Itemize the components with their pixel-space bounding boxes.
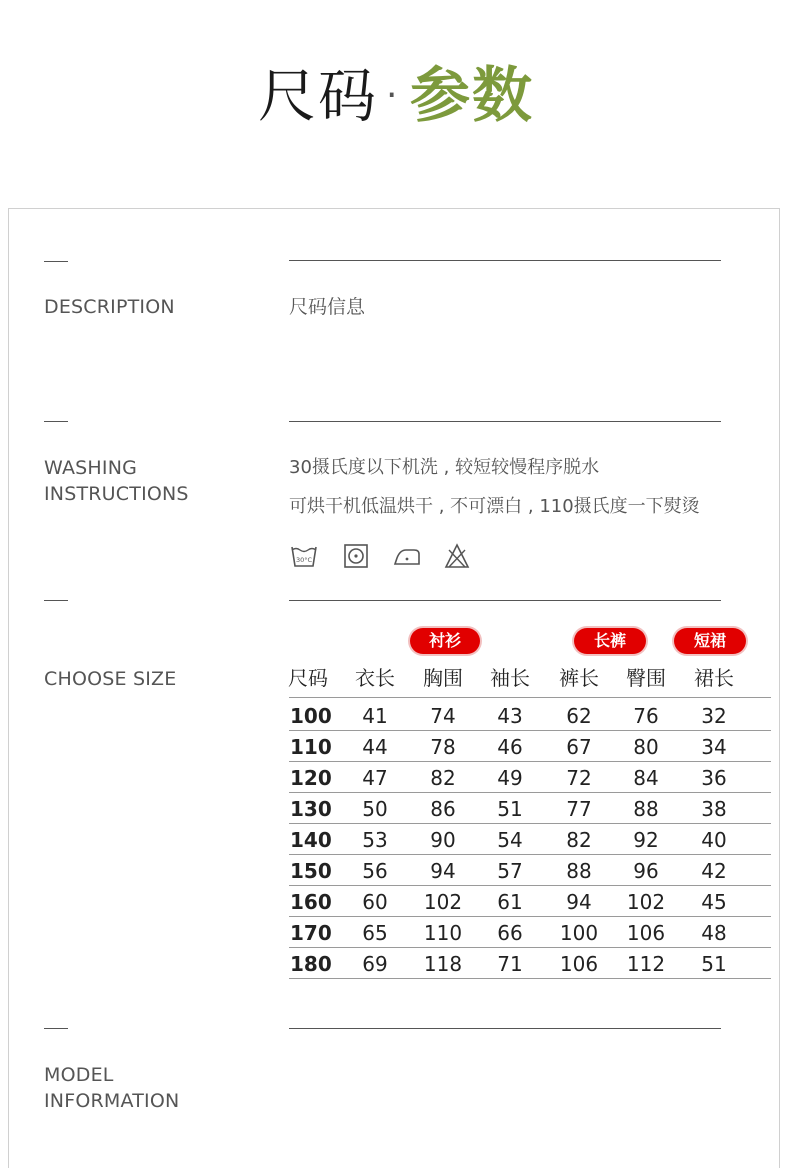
table-cell: 53: [362, 828, 388, 852]
table-cell: 72: [566, 766, 592, 790]
table-cell: 106: [559, 952, 599, 976]
table-cell: 112: [626, 952, 666, 976]
size-label: CHOOSE SIZE: [44, 668, 177, 690]
table-cell: 51: [497, 797, 523, 821]
table-cell: 92: [633, 828, 659, 852]
page-title-accent: 参数: [410, 61, 534, 131]
table-cell: 43: [497, 704, 523, 728]
wash-temp-text: 30°C: [295, 556, 313, 564]
table-cell: 32: [701, 704, 727, 728]
table-cell: 118: [423, 952, 463, 976]
table-cell: 45: [701, 890, 727, 914]
section-dash: [44, 600, 68, 601]
table-cell: 41: [362, 704, 388, 728]
section-dash: [44, 261, 68, 262]
iron-icon: [392, 542, 420, 570]
table-cell: 90: [430, 828, 456, 852]
header-hip: 臀围: [626, 666, 666, 690]
table-cell: 102: [626, 890, 666, 914]
table-cell: 71: [497, 952, 523, 976]
table-cell: 50: [362, 797, 388, 821]
section-rule: [289, 421, 721, 422]
table-cell: 74: [430, 704, 456, 728]
header-chest: 胸围: [423, 666, 463, 690]
table-header-line: [289, 697, 771, 698]
section-rule: [289, 1028, 721, 1029]
table-row-line: [289, 854, 771, 855]
section-dash: [44, 421, 68, 422]
washing-label-line2: INSTRUCTIONS: [44, 483, 189, 505]
page-title: 尺码: [258, 62, 379, 130]
table-cell: 47: [362, 766, 388, 790]
table-cell: 82: [566, 828, 592, 852]
washing-label-line1: WASHING: [44, 457, 138, 479]
tumble-dry-icon: [342, 542, 370, 570]
table-row-line: [289, 761, 771, 762]
table-cell: 84: [633, 766, 659, 790]
table-cell: 88: [633, 797, 659, 821]
model-label: [44, 1062, 179, 1114]
table-cell: 56: [362, 859, 388, 883]
table-row-line: [289, 978, 771, 979]
table-row-line: [289, 916, 771, 917]
table-cell: 42: [701, 859, 727, 883]
table-cell: 65: [362, 921, 388, 945]
description-label: DESCRIPTION: [44, 296, 175, 318]
table-cell: 61: [497, 890, 523, 914]
table-cell: 67: [566, 735, 592, 759]
table-cell: 34: [701, 735, 727, 759]
table-cell: 44: [362, 735, 388, 759]
table-cell: 57: [497, 859, 523, 883]
table-cell: 46: [497, 735, 523, 759]
skirt-badge: 短裙: [674, 628, 746, 654]
table-cell: 51: [701, 952, 727, 976]
table-cell: 96: [633, 859, 659, 883]
no-bleach-icon: [443, 542, 471, 570]
table-cell: 94: [430, 859, 456, 883]
size-cell: 140: [290, 828, 332, 852]
size-cell: 180: [290, 952, 332, 976]
size-cell: 170: [290, 921, 332, 945]
table-cell: 38: [701, 797, 727, 821]
description-text: 尺码信息: [289, 296, 366, 318]
table-cell: 69: [362, 952, 388, 976]
table-cell: 62: [566, 704, 592, 728]
section-rule: [289, 260, 721, 261]
table-cell: 100: [559, 921, 599, 945]
header-size: 尺码: [288, 666, 328, 690]
table-cell: 106: [626, 921, 666, 945]
header-length: 衣长: [355, 666, 395, 690]
table-row-line: [289, 823, 771, 824]
table-cell: 60: [362, 890, 388, 914]
title-separator: ·: [386, 75, 398, 116]
section-dash: [44, 1028, 68, 1029]
table-cell: 49: [497, 766, 523, 790]
washing-line-1: 30摄氏度以下机洗 , 较短较慢程序脱水: [289, 457, 600, 478]
size-cell: 110: [290, 735, 332, 759]
table-cell: 82: [430, 766, 456, 790]
table-cell: 36: [701, 766, 727, 790]
table-cell: 94: [566, 890, 592, 914]
table-cell: 77: [566, 797, 592, 821]
table-cell: 80: [633, 735, 659, 759]
wash-30-icon: [290, 542, 318, 570]
pants-badge: 长裤: [574, 628, 646, 654]
washing-label: [44, 455, 189, 507]
table-cell: 88: [566, 859, 592, 883]
header-skirt-length: 裙长: [694, 666, 734, 690]
size-cell: 150: [290, 859, 332, 883]
table-cell: 78: [430, 735, 456, 759]
model-label-line2: INFORMATION: [44, 1090, 180, 1112]
table-cell: 76: [633, 704, 659, 728]
model-label-line1: MODEL: [44, 1064, 114, 1086]
table-cell: 86: [430, 797, 456, 821]
size-cell: 160: [290, 890, 332, 914]
table-row-line: [289, 792, 771, 793]
size-cell: 100: [290, 704, 332, 728]
shirt-badge: 衬衫: [410, 628, 480, 654]
table-cell: 48: [701, 921, 727, 945]
table-cell: 54: [497, 828, 523, 852]
table-row-line: [289, 730, 771, 731]
size-cell: 130: [290, 797, 332, 821]
table-cell: 66: [497, 921, 523, 945]
table-row-line: [289, 885, 771, 886]
header-sleeve: 袖长: [490, 666, 530, 690]
size-cell: 120: [290, 766, 332, 790]
header-pants-length: 裤长: [559, 666, 599, 690]
section-rule: [289, 600, 721, 601]
table-cell: 40: [701, 828, 727, 852]
table-row-line: [289, 947, 771, 948]
table-cell: 110: [423, 921, 463, 945]
washing-line-2: 可烘干机低温烘干 , 不可漂白 , 110摄氏度一下熨烫: [289, 496, 700, 517]
table-cell: 102: [423, 890, 463, 914]
